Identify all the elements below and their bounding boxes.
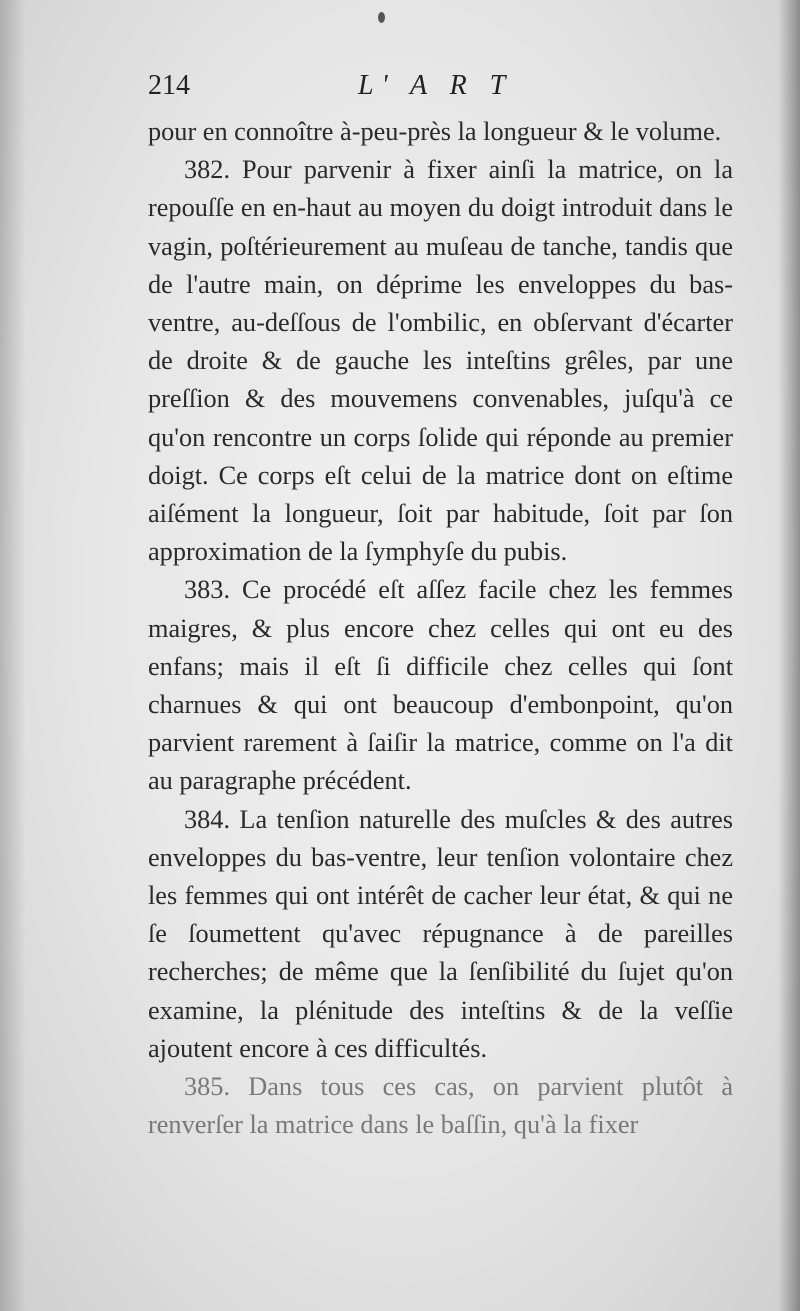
paragraph-385: 385. Dans tous ces cas, on parvient plutôt à renverſer la matrice dans le baſſin, qu'à la fixer: [148, 1072, 733, 1140]
paragraph-continued: pour en connoître à-peu-près la longueur & le volume.: [148, 117, 722, 146]
page-edge-shadow: [778, 0, 800, 1311]
paragraph-384: 384. La tenſion naturelle des muſcles & des autres enveloppes du bas-ventre, leur tenſion volontaire chez les femmes qui ont intérêt de cacher leur état, & qui ne ſe ſoumettent qu'avec répugnance à de pareilles recherches; de même que la ſenſibilité du ſujet qu'on examine, la plénitude des inteſtins & de la veſſie ajoutent encore à ces difficultés.: [148, 804, 733, 1063]
page-header: [148, 70, 733, 110]
ink-speck: [378, 12, 385, 23]
body-text: [148, 113, 733, 1144]
paragraph-383: 383. Ce procédé eſt aſſez facile chez les femmes maigres, & plus encore chez celles qui ont eu des enfans; mais il eſt ſi difficile chez celles qui ſont charnues & qui ont beaucoup d'embonpoint, qu'on parvient rarement à ſaiſir la matrice, comme on l'a dit au paragraphe précédent.: [148, 575, 733, 796]
page-number: 214: [148, 70, 190, 101]
running-head: L' A R T: [358, 70, 514, 101]
page-gutter-shadow: [0, 0, 26, 1311]
paragraph-382: 382. Pour parvenir à fixer ainſi la matrice, on la repouſſe en en-haut au moyen du doigt introduit dans le vagin, poſtérieurement au muſeau de tanche, tandis que de l'autre main, on déprime les enveloppes du bas-ventre, au-deſſous de l'ombilic, en obſervant d'écarter de droite & de gauche les inteſtins grêles, par une preſſion & des mouvemens convenables, juſqu'à ce qu'on rencontre un corps ſolide qui réponde au premier doigt. Ce corps eſt celui de la matrice dont on eſtime aiſément la longueur, ſoit par habitude, ſoit par ſon approximation de la ſymphyſe du pubis.: [148, 155, 733, 567]
